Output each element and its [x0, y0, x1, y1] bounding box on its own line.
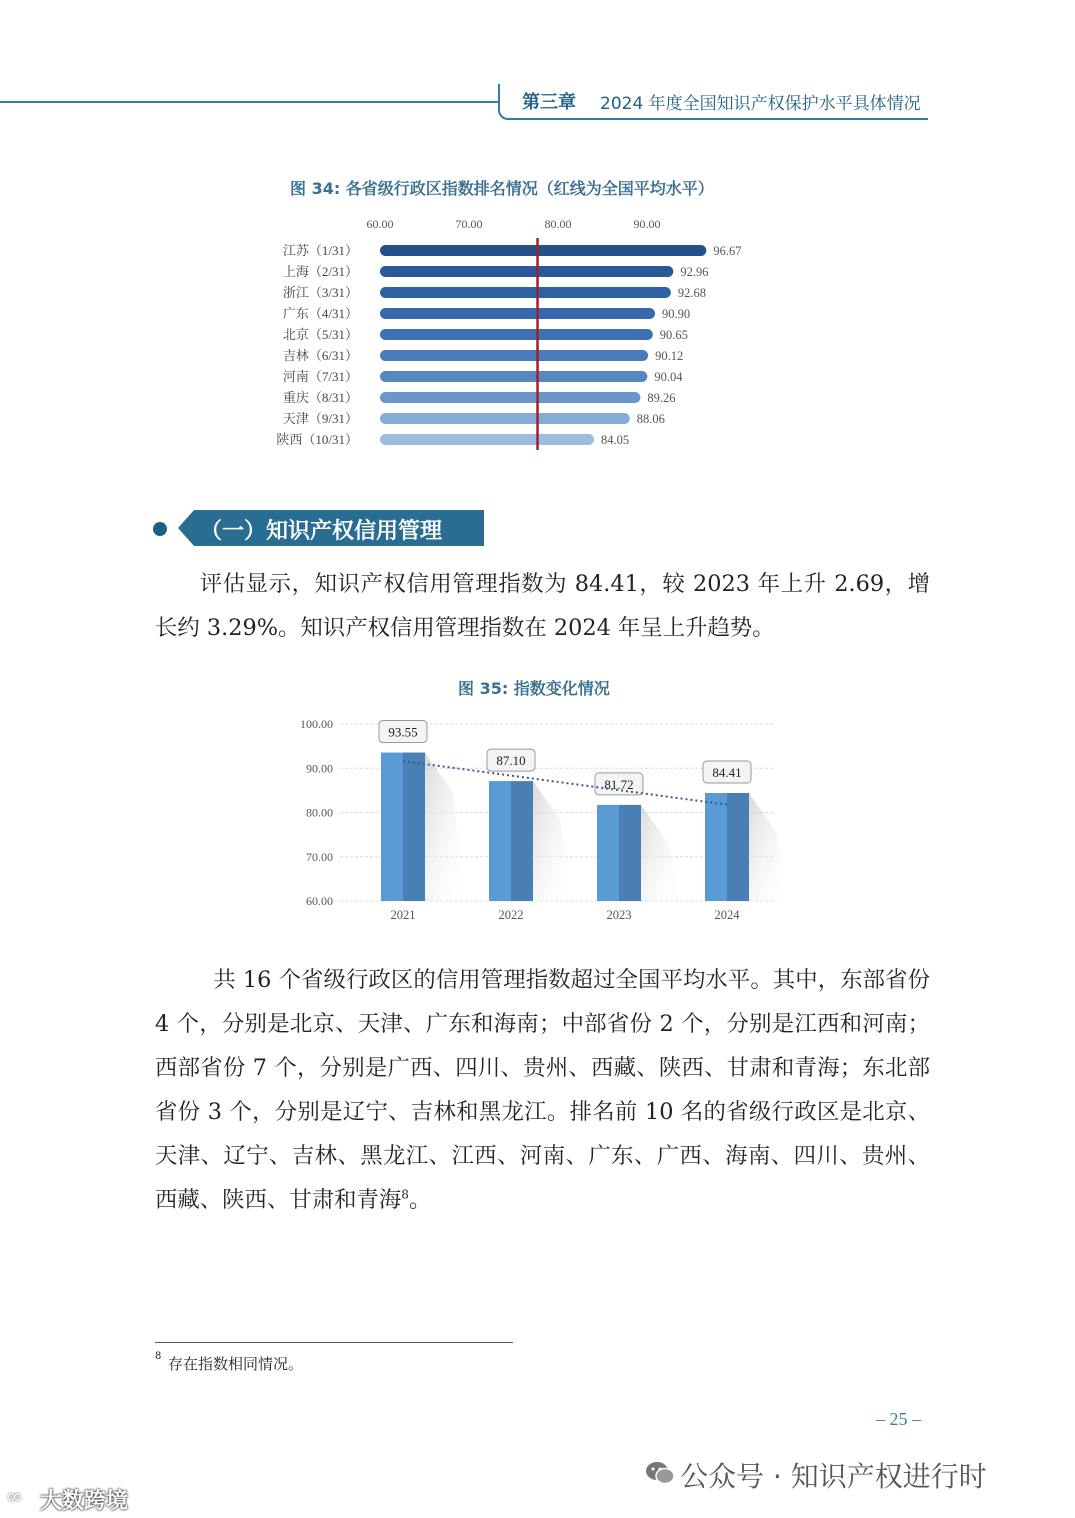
fig35-axis-tick: 100.00: [300, 717, 333, 731]
paragraph-2: [155, 958, 930, 1222]
fig34-axis-tick: 90.00: [633, 217, 661, 231]
footnote-rule: [155, 1342, 513, 1343]
section-bullet: [153, 522, 167, 536]
fig35-bar: [381, 753, 403, 901]
footnote-ref[interactable]: 8: [401, 1187, 409, 1202]
fig35-bar: [489, 781, 511, 901]
paragraph-2-text: 共 16 个省级行政区的信用管理指数超过全国平均水平。其中，东部省份 4 个，分别是北京、天津、广东和海南；中部省份 2 个，分别是江西和河南；西部省份 7 个，分别是广西、四川、贵州、西藏、陕西、甘肃和青海；东北部省份 3 个，分别是辽宁、吉林和黑龙江。排名前 10 名的省级行政区是北京、天津、辽宁、吉林、黑龙江、江西、河南、广东、广西、海南、四川、贵州、西藏、陕西、甘肃和青海: [155, 967, 930, 1213]
fig34-bar: [380, 287, 671, 298]
fig34-value-label: 92.96: [680, 265, 709, 279]
fig35-value-label: 81.72: [604, 776, 634, 792]
fig35-axis-tick: 90.00: [306, 761, 333, 776]
watermark-brand: 大数跨境: [40, 1489, 129, 1514]
fig34-value-label: 90.12: [655, 349, 684, 363]
chapter-title: 2024 年度全国知识产权保护水平具体情况: [600, 94, 921, 114]
fig35-category-label: 2022: [498, 908, 524, 922]
section-heading: （一）知识产权信用管理: [200, 519, 443, 544]
fig35-category-label: 2023: [606, 908, 632, 922]
page-number: – 25 –: [876, 1409, 921, 1429]
fig34-bar: [380, 266, 673, 277]
header-rule: [0, 101, 498, 103]
figure34-chart: [270, 210, 790, 460]
footnote-number: 8: [155, 1351, 162, 1362]
fig34-category-label: 广东（4/31）: [282, 306, 358, 321]
fig34-value-label: 96.67: [713, 244, 742, 258]
paragraph-2-end: 。: [408, 1187, 432, 1213]
fig34-category-label: 上海（2/31）: [282, 264, 358, 279]
fig34-value-label: 89.26: [647, 391, 676, 405]
fig34-bar: [380, 350, 648, 361]
fig34-category-label: 吉林（6/31）: [282, 348, 358, 363]
fig34-axis-tick: 60.00: [366, 217, 394, 231]
fig34-value-label: 88.06: [636, 412, 665, 426]
wechat-icon: [645, 1460, 675, 1490]
figure35-chart: [280, 705, 790, 930]
figure35-title: 图 35: 指数变化情况: [458, 679, 610, 698]
fig35-bar: [597, 805, 619, 901]
fig35-bar: [705, 793, 727, 901]
fig35-bar-shadow: [749, 793, 789, 901]
figure34-title: 图 34: 各省级行政区指数排名情况（红线为全国平均水平）: [290, 179, 714, 198]
fig34-bar: [380, 392, 640, 403]
fig35-category-label: 2024: [714, 908, 740, 922]
fig34-category-label: 天津（9/31）: [282, 411, 358, 426]
fig35-bar-side: [727, 793, 749, 901]
fig34-value-label: 90.90: [662, 307, 691, 321]
fig34-category-label: 陕西（10/31）: [276, 432, 358, 447]
fig35-value-label: 93.55: [388, 724, 418, 740]
paragraph-1: 评估显示，知识产权信用管理指数为 84.41，较 2023 年上升 2.69，增长约 3.29%。知识产权信用管理指数在 2024 年呈上升趋势。: [155, 571, 930, 641]
fig34-axis-tick: 70.00: [455, 217, 483, 231]
fig35-bar-side: [403, 753, 425, 901]
fig34-value-label: 90.65: [659, 328, 688, 342]
fig35-bar-side: [511, 781, 533, 901]
footnote-text: 存在指数相同情况。: [168, 1355, 304, 1373]
fig35-bar-shadow: [425, 753, 465, 901]
fig35-bar-side: [619, 805, 641, 901]
fig34-value-label: 92.68: [677, 286, 706, 300]
fig35-value-label: 84.41: [712, 764, 742, 780]
fig35-value-label: 87.10: [496, 753, 526, 769]
fig35-axis-tick: 60.00: [306, 894, 333, 908]
fig34-category-label: 江苏（1/31）: [282, 243, 358, 258]
fig35-bar-shadow: [533, 781, 573, 901]
fig34-bar: [380, 413, 630, 424]
watermark-logo-icon: ∞: [6, 1484, 23, 1508]
watermark-account: 公众号 · 知识产权进行时: [680, 1460, 987, 1493]
fig34-value-label: 84.05: [601, 433, 630, 447]
fig34-axis-tick: 80.00: [544, 217, 572, 231]
fig34-category-label: 重庆（8/31）: [282, 390, 358, 405]
fig34-bar: [380, 329, 653, 340]
fig35-category-label: 2021: [390, 908, 416, 922]
fig34-category-label: 河南（7/31）: [282, 369, 358, 384]
fig34-value-label: 90.04: [654, 370, 683, 384]
fig34-category-label: 浙江（3/31）: [282, 285, 358, 300]
fig34-category-label: 北京（5/31）: [282, 327, 358, 342]
fig34-bar: [380, 308, 655, 319]
fig34-bar: [380, 434, 594, 445]
fig35-axis-tick: 70.00: [306, 849, 333, 864]
fig34-bar: [380, 371, 647, 382]
fig34-bar: [380, 245, 706, 256]
fig35-bar-shadow: [641, 805, 681, 901]
chapter-label: 第三章: [522, 92, 576, 113]
fig35-axis-tick: 80.00: [306, 805, 333, 820]
